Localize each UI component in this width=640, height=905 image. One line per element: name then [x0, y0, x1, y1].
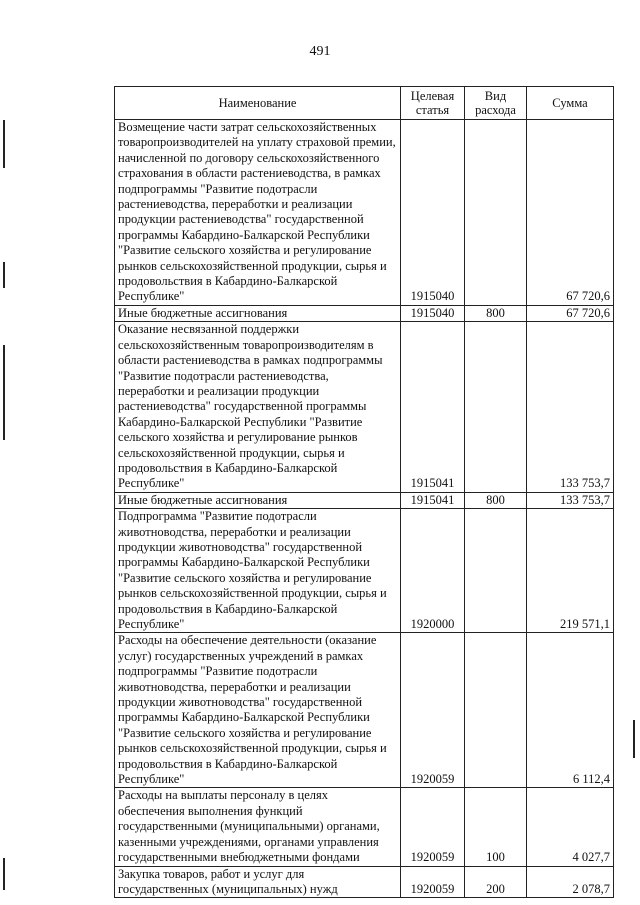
row-sum: 133 753,7	[527, 322, 614, 492]
scan-edge-mark	[3, 120, 5, 168]
scan-edge-mark	[3, 262, 5, 288]
table-row	[115, 788, 614, 866]
row-sum: 67 720,6	[527, 305, 614, 321]
row-article: 1920059	[401, 866, 465, 898]
row-kind	[465, 120, 527, 306]
table-header-row	[115, 87, 614, 120]
table-row	[115, 633, 614, 788]
row-sum: 67 720,6	[527, 120, 614, 306]
row-sum: 6 112,4	[527, 633, 614, 788]
table-row	[115, 866, 614, 898]
row-kind	[465, 633, 527, 788]
row-article: 1915041	[401, 492, 465, 508]
budget-table	[114, 86, 614, 898]
table-row	[115, 120, 614, 306]
row-name: Оказание несвязанной поддержки сельскохозяйственным товаропроизводителям в области растениеводства в рамках подпрограммы "Развитие подотрасли растениеводства, переработки и реализации продукции растениеводства" государственной программы Кабардино-Балкарской Республики "Развитие сельского хозяйства и регулирование рынков сельскохозяйственной продукции, сырья и продовольствия в Кабардино-Балкарской Республике"	[115, 322, 401, 492]
row-kind	[465, 322, 527, 492]
row-name: Возмещение части затрат сельскохозяйственных товаропроизводителей на уплату страховой премии, начисленной по договору сельскохозяйственного страхования в области растениеводства, в рамках подпрограммы "Развитие подотрасли растениеводства, переработки и реализации продукции растениеводства" государственной программы Кабардино-Балкарской Республики "Развитие сельского хозяйства и регулирование рынков сельскохозяйственной продукции, сырья и продовольствия в Кабардино-Балкарской Республике"	[115, 120, 401, 306]
row-name: Расходы на обеспечение деятельности (оказание услуг) государственных учреждений в рамках подпрограммы "Развитие подотрасли животноводства, переработки и реализации продукции животноводства" государственной программы Кабардино-Балкарской Республики "Развитие сельского хозяйства и регулирование рынков сельскохозяйственной продукции, сырья и продовольствия в Кабардино-Балкарской Республике"	[115, 633, 401, 788]
row-name: Закупка товаров, работ и услуг для государственных (муниципальных) нужд	[115, 866, 401, 898]
row-sum: 133 753,7	[527, 492, 614, 508]
page-number: 491	[309, 44, 331, 59]
header-name: Наименование	[115, 87, 401, 120]
row-article: 1920000	[401, 509, 465, 633]
row-kind: 200	[465, 866, 527, 898]
scan-edge-mark	[3, 345, 5, 440]
table-row	[115, 305, 614, 321]
header-article: Целевая статья	[401, 87, 465, 120]
row-article: 1915040	[401, 120, 465, 306]
scan-edge-mark	[3, 858, 5, 890]
table-row	[115, 509, 614, 633]
row-name: Расходы на выплаты персоналу в целях обеспечения выполнения функций государственными (муниципальными) органами, казенными учреждениями, органами управления государственными внебюджетными фондами	[115, 788, 401, 866]
row-name: Иные бюджетные ассигнования	[115, 305, 401, 321]
row-kind: 800	[465, 305, 527, 321]
row-kind: 100	[465, 788, 527, 866]
row-article: 1920059	[401, 788, 465, 866]
table-row	[115, 322, 614, 492]
table-row	[115, 492, 614, 508]
row-name: Подпрограмма "Развитие подотрасли животноводства, переработки и реализации продукции животноводства" государственной программы Кабардино-Балкарской Республики "Развитие сельского хозяйства и регулирование рынков сельскохозяйственной продукции, сырья и продовольствия в Кабардино-Балкарской Республике"	[115, 509, 401, 633]
row-article: 1915040	[401, 305, 465, 321]
row-article: 1915041	[401, 322, 465, 492]
row-article: 1920059	[401, 633, 465, 788]
row-kind	[465, 509, 527, 633]
row-sum: 2 078,7	[527, 866, 614, 898]
header-kind: Вид расхода	[465, 87, 527, 120]
row-kind: 800	[465, 492, 527, 508]
row-name: Иные бюджетные ассигнования	[115, 492, 401, 508]
row-sum: 219 571,1	[527, 509, 614, 633]
header-sum: Сумма	[527, 87, 614, 120]
row-sum: 4 027,7	[527, 788, 614, 866]
scan-edge-mark	[633, 720, 635, 758]
